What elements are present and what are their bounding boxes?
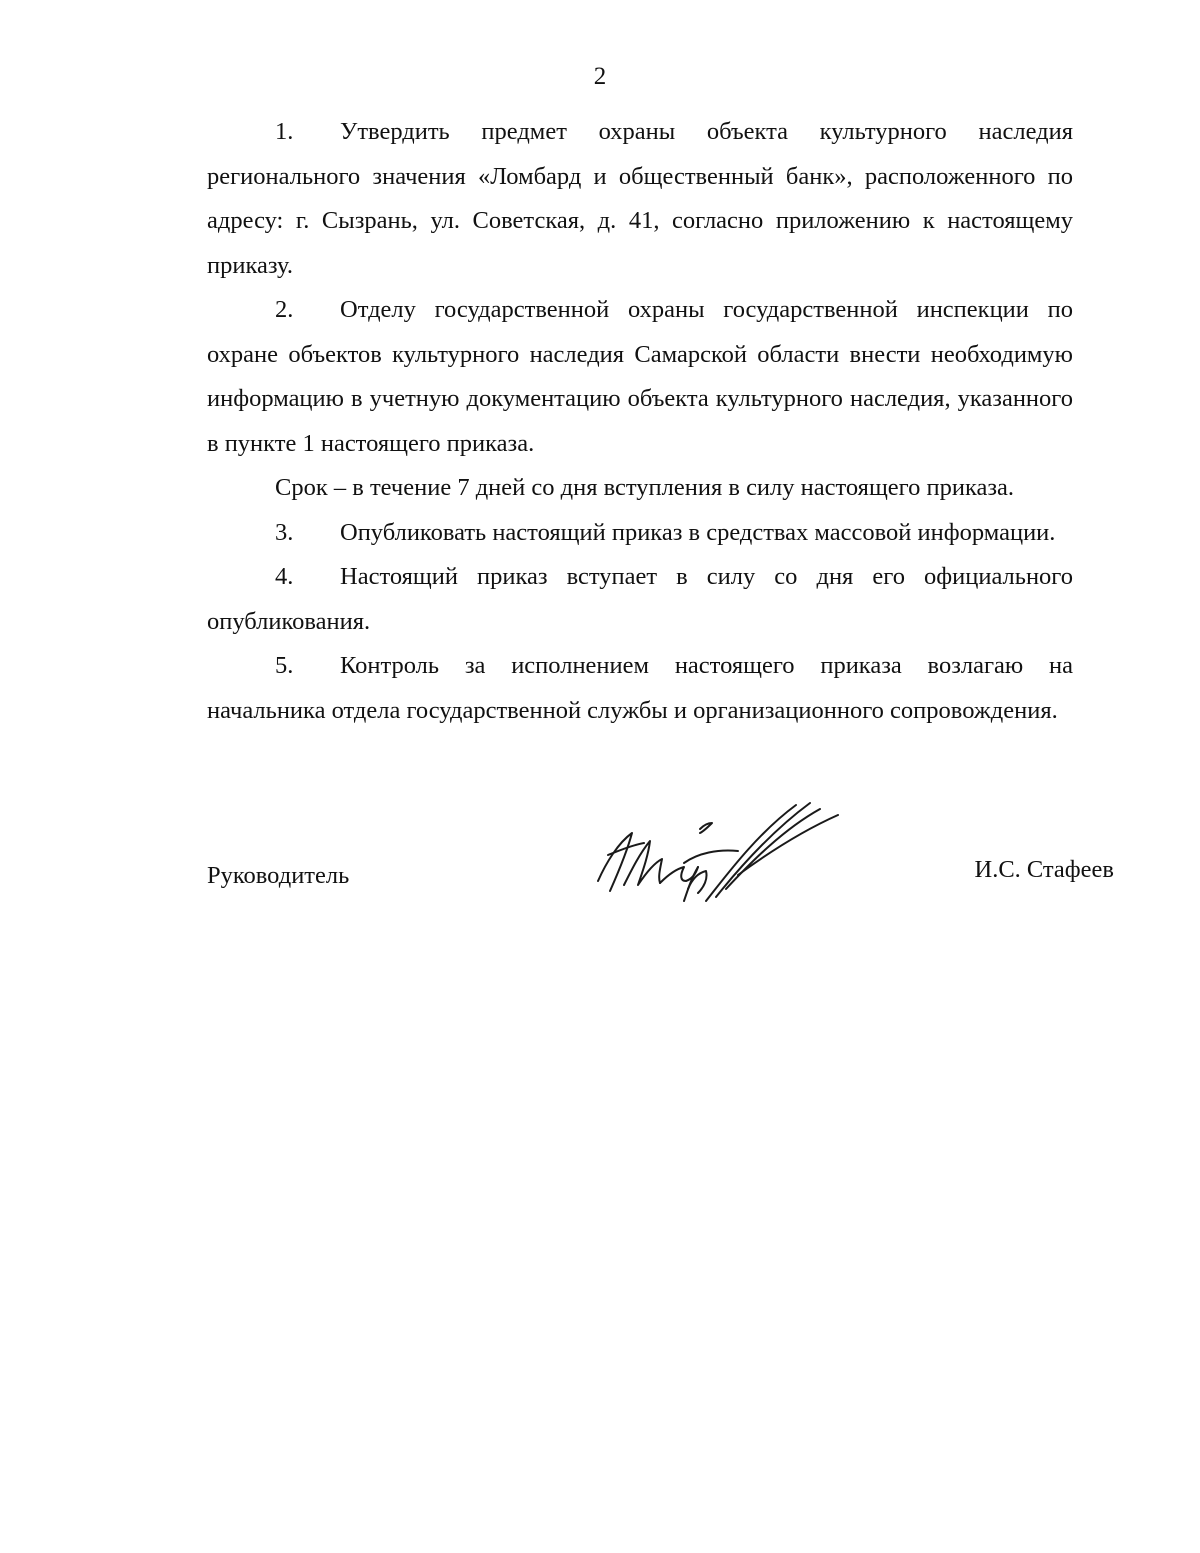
page-number: 2 xyxy=(593,63,607,90)
item-number: 5. xyxy=(275,652,294,679)
order-item-5 xyxy=(207,644,1073,733)
item-text: Отделу государственной охраны государственной инспекции по охране объектов культурного наследия Самарской области внести необходимую информацию в учетную документацию объекта культурного наследия, указанного в пункте 1 настоящего приказа. xyxy=(207,296,1073,457)
order-item-1 xyxy=(207,110,1073,288)
order-body xyxy=(207,110,1073,733)
handwritten-signature xyxy=(588,793,848,913)
item-number: 1. xyxy=(275,118,294,145)
item-number: 3. xyxy=(275,518,294,546)
item-number: 2. xyxy=(275,296,294,323)
signer-name: И.С. Стафеев xyxy=(974,856,1114,883)
item-text: Контроль за исполнением настоящего приказа возлагаю на начальника отдела государственной службы и организационного сопровождения. xyxy=(207,652,1073,724)
deadline-text: Срок – в течение 7 дней со дня вступления в силу настоящего приказа. xyxy=(275,474,1015,501)
deadline-note xyxy=(207,466,1073,511)
order-item-2 xyxy=(207,288,1073,466)
signer-title: Руководитель xyxy=(207,862,350,889)
item-text: Опубликовать настоящий приказ в средствах массовой информации. xyxy=(340,518,1056,546)
order-item-4 xyxy=(207,555,1073,644)
item-text: Настоящий приказ вступает в силу со дня его официального опубликования. xyxy=(207,563,1073,635)
item-text: Утвердить предмет охраны объекта культурного наследия регионального значения «Ломбард и общественный банк», расположенного по адресу: г. Сызрань, ул. Советская, д. 41, согласно приложению к настоящему приказу. xyxy=(207,118,1073,279)
item-number: 4. xyxy=(275,563,294,590)
order-item-3 xyxy=(207,511,1073,556)
